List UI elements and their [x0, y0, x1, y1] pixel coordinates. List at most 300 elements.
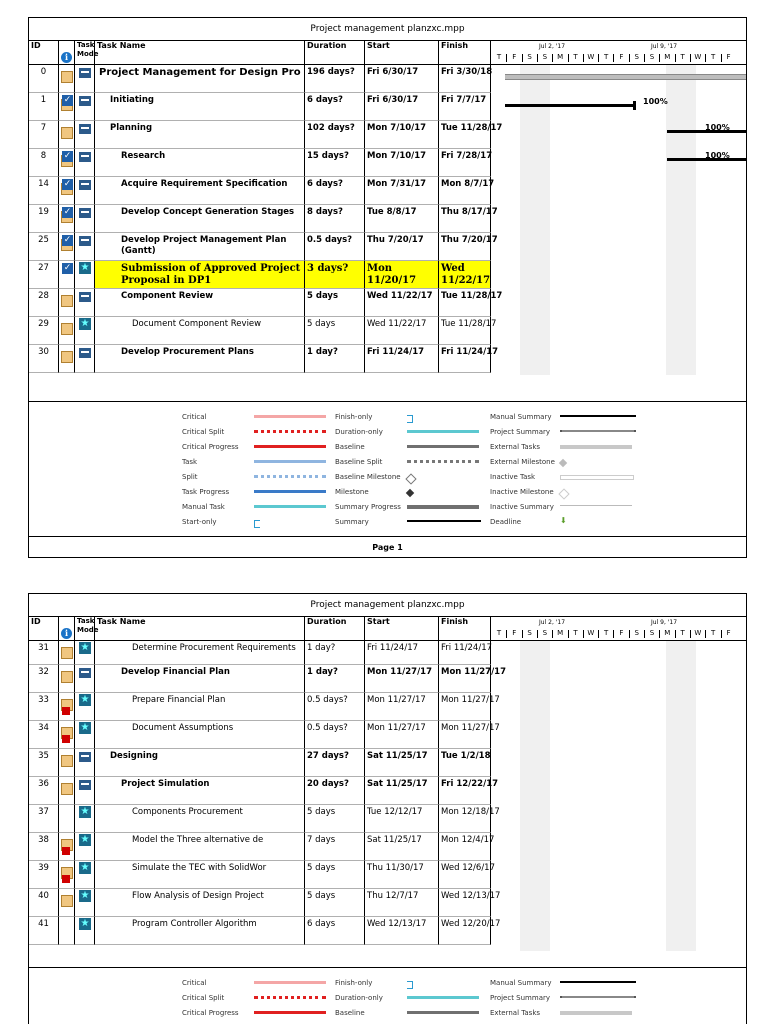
day-label: F [619, 629, 624, 637]
task-finish[interactable]: Fri 12/22/17 [439, 777, 491, 805]
task-row[interactable] [29, 121, 503, 149]
task-name[interactable]: Submission of Approved Project Proposal in DP1 [95, 261, 305, 289]
task-row[interactable] [29, 317, 497, 345]
task-mode-cell [75, 861, 95, 889]
task-duration[interactable]: 5 days [305, 805, 365, 833]
task-mode-cell [75, 777, 95, 805]
checkmark-icon: ✓ [63, 95, 72, 105]
day-tick [552, 54, 553, 62]
task-finish[interactable]: Wed 12/6/17 [439, 861, 491, 889]
week-label: Jul 2, '17 [539, 43, 566, 50]
legend-item-label: External Milestone [490, 458, 555, 466]
day-label: S [649, 53, 655, 61]
task-duration[interactable]: 15 days? [305, 149, 365, 177]
task-row[interactable] [29, 777, 499, 805]
task-start[interactable]: Mon 7/10/17 [365, 121, 439, 149]
task-name[interactable]: Program Controller Algorithm [95, 917, 305, 945]
task-duration[interactable]: 0.5 days? [305, 233, 365, 261]
task-duration[interactable]: 5 days [305, 317, 365, 345]
day-tick [629, 630, 630, 638]
task-id: 14 [29, 177, 59, 205]
task-id: 34 [29, 721, 59, 749]
manual-flag-icon [62, 875, 70, 883]
day-label: T [603, 53, 609, 61]
task-row[interactable] [29, 917, 501, 945]
task-start[interactable]: Fri 6/30/17 [365, 93, 439, 121]
task-mode-cell [75, 749, 95, 777]
task-name-column-header: Task Name [95, 616, 305, 640]
task-name[interactable]: Project Management for Design Pro [95, 65, 305, 93]
day-tick [506, 54, 507, 62]
info-icon: i [61, 628, 72, 639]
project-summary-bar [505, 74, 746, 80]
legend-item-label: Finish-only [335, 979, 373, 987]
task-row[interactable] [29, 261, 491, 289]
task-id: 25 [29, 233, 59, 261]
legend-swatch [254, 490, 326, 493]
day-tick [659, 630, 660, 638]
task-name[interactable]: Research [95, 149, 305, 177]
legend-swatch [407, 505, 479, 509]
legend-item-label: Project Summary [490, 994, 551, 1002]
weekend-shade [666, 641, 696, 951]
legend-item-label: Project Summary [490, 428, 551, 436]
week-label: Jul 9, '17 [651, 619, 678, 626]
page-title: Project management planzxc.mpp [29, 18, 746, 41]
task-row[interactable] [29, 833, 495, 861]
task-start[interactable]: Mon 11/27/17 [365, 693, 439, 721]
day-label: T [496, 629, 502, 637]
task-start[interactable]: Mon 7/10/17 [365, 149, 439, 177]
task-finish[interactable]: Tue 1/2/18 [439, 749, 491, 777]
indicators-cell [59, 345, 75, 373]
task-mode-cell [75, 149, 95, 177]
duration-column-header: Duration [305, 40, 365, 64]
legend-swatch [407, 981, 413, 989]
day-tick [705, 54, 706, 62]
task-duration[interactable]: 5 days [305, 889, 365, 917]
task-mode-cell [75, 805, 95, 833]
task-start[interactable]: Fri 6/30/17 [365, 65, 439, 93]
task-row[interactable] [29, 641, 491, 665]
legend-swatch [560, 430, 636, 432]
task-finish[interactable]: Tue 11/28/17 [439, 121, 491, 149]
task-finish[interactable]: Wed 12/20/17 [439, 917, 491, 945]
indicators-cell [59, 917, 75, 945]
day-tick [721, 630, 722, 638]
task-start[interactable]: Mon 11/20/17 [365, 261, 439, 289]
legend-swatch [559, 459, 567, 467]
task-row[interactable] [29, 93, 491, 121]
day-label: S [527, 629, 532, 637]
task-finish[interactable]: Mon 11/27/17 [439, 693, 491, 721]
task-duration[interactable]: 1 day? [305, 345, 365, 373]
legend-swatch [407, 1011, 479, 1014]
task-row[interactable] [29, 693, 500, 721]
task-name[interactable]: Designing [95, 749, 305, 777]
task-start[interactable]: Mon 7/31/17 [365, 177, 439, 205]
task-finish[interactable]: Tue 11/28/17 [439, 317, 491, 345]
indicators-cell [59, 833, 75, 861]
auto-scheduled-icon [79, 780, 91, 790]
manually-scheduled-icon: ★ [80, 318, 90, 329]
manually-scheduled-icon: ★ [80, 806, 90, 817]
day-tick [583, 54, 584, 62]
manually-scheduled-icon: ★ [80, 834, 90, 845]
legend-item-label: Manual Task [182, 503, 225, 511]
note-icon [61, 671, 73, 683]
task-name[interactable]: Flow Analysis of Design Project [95, 889, 305, 917]
task-id: 33 [29, 693, 59, 721]
manually-scheduled-icon: ★ [80, 694, 90, 705]
legend-swatch [407, 520, 481, 522]
duration-column-header: Duration [305, 616, 365, 640]
task-duration[interactable]: 8 days? [305, 205, 365, 233]
legend-swatch [254, 460, 326, 463]
note-icon [61, 71, 73, 83]
day-label: M [664, 53, 671, 61]
task-id: 8 [29, 149, 59, 177]
task-name[interactable]: Acquire Requirement Specification [95, 177, 305, 205]
task-id: 40 [29, 889, 59, 917]
task-id: 35 [29, 749, 59, 777]
legend-swatch [407, 415, 413, 423]
note-icon [61, 323, 73, 335]
week-label: Jul 2, '17 [539, 619, 566, 626]
task-finish[interactable]: Fri 11/24/17 [439, 345, 491, 373]
legend-item-label: Baseline Split [335, 458, 383, 466]
task-start[interactable]: Sat 11/25/17 [365, 833, 439, 861]
legend-swatch [560, 981, 636, 983]
day-tick [675, 630, 676, 638]
checkmark-icon: ✓ [63, 151, 72, 161]
task-name[interactable]: Initiating [95, 93, 305, 121]
task-id: 37 [29, 805, 59, 833]
task-finish[interactable]: Mon 12/18/17 [439, 805, 491, 833]
legend-swatch [254, 430, 326, 433]
task-id: 41 [29, 917, 59, 945]
day-tick [568, 630, 569, 638]
legend-item-label: Duration-only [335, 428, 383, 436]
manually-scheduled-icon: ★ [80, 642, 90, 653]
legend-swatch [560, 475, 634, 480]
task-start[interactable]: Fri 11/24/17 [365, 345, 439, 373]
task-duration[interactable]: 0.5 days? [305, 721, 365, 749]
day-label: M [664, 629, 671, 637]
checkmark-icon: ✓ [63, 235, 72, 245]
task-name[interactable]: Determine Procurement Requirements [95, 641, 305, 665]
indicators-cell [59, 177, 75, 205]
auto-scheduled-icon [79, 236, 91, 246]
indicators-cell [59, 65, 75, 93]
legend-item-label: Critical [182, 979, 207, 987]
task-id: 7 [29, 121, 59, 149]
task-row[interactable] [29, 233, 498, 261]
task-mode-column-header: Task Mode [75, 40, 95, 64]
task-start[interactable]: Wed 11/22/17 [365, 289, 439, 317]
day-tick [506, 630, 507, 638]
legend-item-label: Critical Progress [182, 1009, 239, 1017]
auto-scheduled-icon [79, 292, 91, 302]
indicators-cell [59, 641, 75, 665]
day-label: M [557, 629, 564, 637]
note-icon [61, 295, 73, 307]
task-id: 0 [29, 65, 59, 93]
task-name[interactable]: Develop Concept Generation Stages [95, 205, 305, 233]
page-title: Project management planzxc.mpp [29, 594, 746, 617]
legend-item-label: Critical Split [182, 428, 225, 436]
legend-item-label: Task [182, 458, 198, 466]
task-name[interactable]: Develop Project Management Plan (Gantt) [95, 233, 305, 261]
manually-scheduled-icon: ★ [80, 918, 90, 929]
indicators-cell [59, 749, 75, 777]
indicators-cell [59, 777, 75, 805]
task-row[interactable] [29, 205, 498, 233]
task-duration[interactable]: 6 days? [305, 177, 365, 205]
manual-flag-icon [62, 735, 70, 743]
finish-column-header: Finish [439, 40, 491, 64]
task-id: 27 [29, 261, 59, 289]
legend-swatch [405, 473, 416, 484]
legend-item-label: Critical Split [182, 994, 225, 1002]
task-name[interactable]: Model the Three alternative de [95, 833, 305, 861]
indicators-cell [59, 889, 75, 917]
task-finish[interactable]: Mon 8/7/17 [439, 177, 491, 205]
task-start[interactable]: Sat 11/25/17 [365, 749, 439, 777]
task-duration[interactable]: 27 days? [305, 749, 365, 777]
day-label: S [527, 53, 532, 61]
task-id: 32 [29, 665, 59, 693]
task-duration[interactable]: 5 days [305, 861, 365, 889]
manually-scheduled-icon: ★ [80, 262, 90, 273]
task-mode-cell [75, 177, 95, 205]
indicators-cell [59, 233, 75, 261]
legend-swatch: ⬇ [560, 516, 567, 525]
task-duration[interactable]: 1 day? [305, 641, 365, 665]
day-label: F [512, 53, 517, 61]
checkmark-icon: ✓ [63, 179, 72, 189]
task-name[interactable]: Document Component Review [95, 317, 305, 345]
task-row[interactable] [29, 149, 491, 177]
auto-scheduled-icon [79, 752, 91, 762]
task-id: 19 [29, 205, 59, 233]
task-start[interactable]: Tue 12/12/17 [365, 805, 439, 833]
timescale-header [491, 40, 746, 64]
percent-complete-label: 100% [643, 97, 668, 106]
task-start[interactable]: Mon 11/27/17 [365, 665, 439, 693]
task-name[interactable]: Project Simulation [95, 777, 305, 805]
indicators-column-header [59, 40, 75, 64]
task-id: 38 [29, 833, 59, 861]
gantt-chart [491, 641, 746, 951]
day-label: F [619, 53, 624, 61]
timescale-header [491, 616, 746, 640]
task-mode-cell [75, 93, 95, 121]
task-duration[interactable]: 5 days [305, 289, 365, 317]
task-id: 30 [29, 345, 59, 373]
task-mode-cell [75, 261, 95, 289]
legend-swatch [254, 445, 326, 448]
start-column-header: Start [365, 40, 439, 64]
task-start[interactable]: Sat 11/25/17 [365, 777, 439, 805]
task-name-column-header: Task Name [95, 40, 305, 64]
print-page-2 [28, 593, 747, 1024]
task-row[interactable] [29, 721, 500, 749]
task-row[interactable] [29, 805, 500, 833]
task-row[interactable] [29, 65, 491, 93]
legend-item-label: Summary [335, 518, 369, 526]
task-start[interactable]: Wed 12/13/17 [365, 917, 439, 945]
indicators-cell [59, 805, 75, 833]
legend-item-label: Inactive Milestone [490, 488, 554, 496]
task-name[interactable]: Components Procurement [95, 805, 305, 833]
manually-scheduled-icon: ★ [80, 890, 90, 901]
legend-swatch [560, 996, 636, 998]
task-finish[interactable]: Fri 11/24/17 [439, 641, 491, 665]
note-icon [61, 895, 73, 907]
weekend-shade [666, 65, 696, 375]
day-label: M [557, 53, 564, 61]
task-duration[interactable]: 7 days [305, 833, 365, 861]
legend-item-label: Duration-only [335, 994, 383, 1002]
day-tick [598, 630, 599, 638]
task-name[interactable]: Develop Financial Plan [95, 665, 305, 693]
task-name[interactable]: Prepare Financial Plan [95, 693, 305, 721]
column-header-row [29, 616, 746, 641]
task-start[interactable]: Fri 11/24/17 [365, 641, 439, 665]
task-start[interactable]: Mon 11/27/17 [365, 721, 439, 749]
legend-item-label: Manual Summary [490, 979, 552, 987]
auto-scheduled-icon [79, 180, 91, 190]
day-label: T [496, 53, 502, 61]
task-row[interactable] [29, 889, 501, 917]
task-finish[interactable]: Mon 11/27/17 [439, 665, 491, 693]
task-row[interactable] [29, 177, 495, 205]
auto-scheduled-icon [79, 124, 91, 134]
legend-item-label: Baseline [335, 443, 365, 451]
task-row[interactable] [29, 665, 507, 693]
day-label: S [542, 629, 548, 637]
legend-item-label: External Tasks [490, 1009, 541, 1017]
day-label: T [573, 629, 578, 637]
auto-scheduled-icon [79, 208, 91, 218]
manual-flag-icon [62, 707, 70, 715]
task-start[interactable]: Tue 8/8/17 [365, 205, 439, 233]
indicators-cell [59, 317, 75, 345]
manual-flag-icon [62, 847, 70, 855]
task-finish[interactable]: Fri 7/28/17 [439, 149, 491, 177]
indicators-cell [59, 93, 75, 121]
task-start[interactable]: Thu 11/30/17 [365, 861, 439, 889]
checkmark-icon: ✓ [63, 263, 72, 273]
day-tick [629, 54, 630, 62]
task-finish[interactable]: Fri 3/30/18 [439, 65, 491, 93]
task-finish[interactable]: Wed 12/13/17 [439, 889, 491, 917]
task-name[interactable]: Simulate the TEC with SolidWor [95, 861, 305, 889]
legend-swatch [558, 488, 569, 499]
task-finish[interactable]: Fri 7/7/17 [439, 93, 491, 121]
auto-scheduled-icon [79, 152, 91, 162]
task-row[interactable] [29, 289, 503, 317]
task-start[interactable]: Wed 11/22/17 [365, 317, 439, 345]
indicators-cell [59, 861, 75, 889]
task-id: 28 [29, 289, 59, 317]
auto-scheduled-icon [79, 348, 91, 358]
task-finish[interactable]: Wed 11/22/17 [439, 261, 491, 289]
day-label: S [634, 53, 639, 61]
task-name[interactable]: Planning [95, 121, 305, 149]
task-duration[interactable]: 6 days [305, 917, 365, 945]
legend-swatch [407, 430, 479, 433]
day-label: S [649, 629, 655, 637]
legend [29, 402, 746, 536]
task-finish[interactable]: Thu 8/17/17 [439, 205, 491, 233]
day-label: T [711, 53, 716, 61]
column-header-row [29, 40, 746, 65]
task-name[interactable]: Document Assumptions [95, 721, 305, 749]
week-label: Jul 9, '17 [651, 43, 678, 50]
task-start[interactable]: Thu 7/20/17 [365, 233, 439, 261]
legend-swatch [254, 996, 326, 999]
day-tick [613, 54, 614, 62]
weekend-shade [520, 65, 550, 375]
day-tick [644, 54, 645, 62]
task-duration[interactable]: 102 days? [305, 121, 365, 149]
task-name[interactable]: Develop Procurement Plans [95, 345, 305, 373]
day-scale [491, 628, 746, 640]
task-row[interactable] [29, 345, 499, 373]
day-tick [721, 54, 722, 62]
indicators-cell [59, 261, 75, 289]
task-duration[interactable]: 3 days? [305, 261, 365, 289]
day-label: T [711, 629, 716, 637]
task-row[interactable] [29, 749, 491, 777]
day-label: W [694, 629, 702, 637]
task-name[interactable]: Component Review [95, 289, 305, 317]
task-start[interactable]: Thu 12/7/17 [365, 889, 439, 917]
day-tick [568, 54, 569, 62]
task-mode-cell [75, 317, 95, 345]
task-mode-cell [75, 889, 95, 917]
task-duration[interactable]: 1 day? [305, 665, 365, 693]
task-duration[interactable]: 6 days? [305, 93, 365, 121]
weekend-shade [520, 641, 550, 951]
task-row[interactable] [29, 861, 496, 889]
task-id: 29 [29, 317, 59, 345]
day-tick [659, 54, 660, 62]
legend-item-label: Milestone [335, 488, 369, 496]
task-mode-cell [75, 721, 95, 749]
legend-item-label: Summary Progress [335, 503, 401, 511]
task-finish[interactable]: Thu 7/20/17 [439, 233, 491, 261]
task-finish[interactable]: Mon 12/4/17 [439, 833, 491, 861]
task-id: 1 [29, 93, 59, 121]
auto-scheduled-icon [79, 96, 91, 106]
task-duration[interactable]: 196 days? [305, 65, 365, 93]
note-icon [61, 647, 73, 659]
legend-swatch [254, 505, 326, 508]
task-finish[interactable]: Mon 11/27/17 [439, 721, 491, 749]
day-label: F [512, 629, 517, 637]
day-label: T [573, 53, 578, 61]
task-duration[interactable]: 20 days? [305, 777, 365, 805]
gantt-chart [491, 65, 746, 375]
legend-item-label: Split [182, 473, 198, 481]
task-finish[interactable]: Tue 11/28/17 [439, 289, 491, 317]
legend-item-label: Baseline [335, 1009, 365, 1017]
task-duration[interactable]: 0.5 days? [305, 693, 365, 721]
legend-swatch [254, 415, 326, 418]
